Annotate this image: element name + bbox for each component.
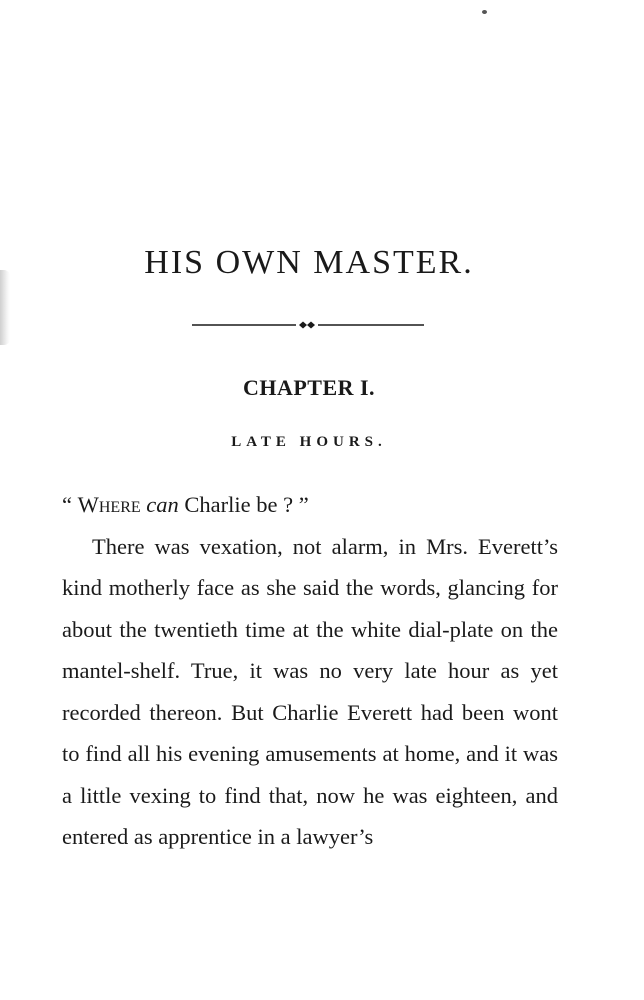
opening-word-smallcaps: Where [77,492,141,517]
book-title: HIS OWN MASTER. [144,244,474,281]
chapter-body [62,484,558,858]
chapter-title: LATE HOURS. [231,434,387,450]
opening-word-italic: can [146,492,179,517]
opening-line [62,484,558,526]
ink-speck [482,10,487,14]
body-paragraph: There was vexation, not alarm, in Mrs. Everett’s kind motherly face as she said the words, glancing for about the twentieth time at the white dial-plate on the mantel-shelf. True, it was no very late hour as yet recorded thereon. But Charlie Everett had been wont to find all his evening amusements at home, and it was a little vexing to find that, now he was eighteen, and entered as apprentice in a lawyer’s [62,533,558,849]
chapter-number: CHAPTER I. [242,375,376,400]
opening-rest: Charlie be ? ” [184,492,309,517]
opening-quote-mark: “ [62,492,78,517]
title-ornament [192,318,424,332]
